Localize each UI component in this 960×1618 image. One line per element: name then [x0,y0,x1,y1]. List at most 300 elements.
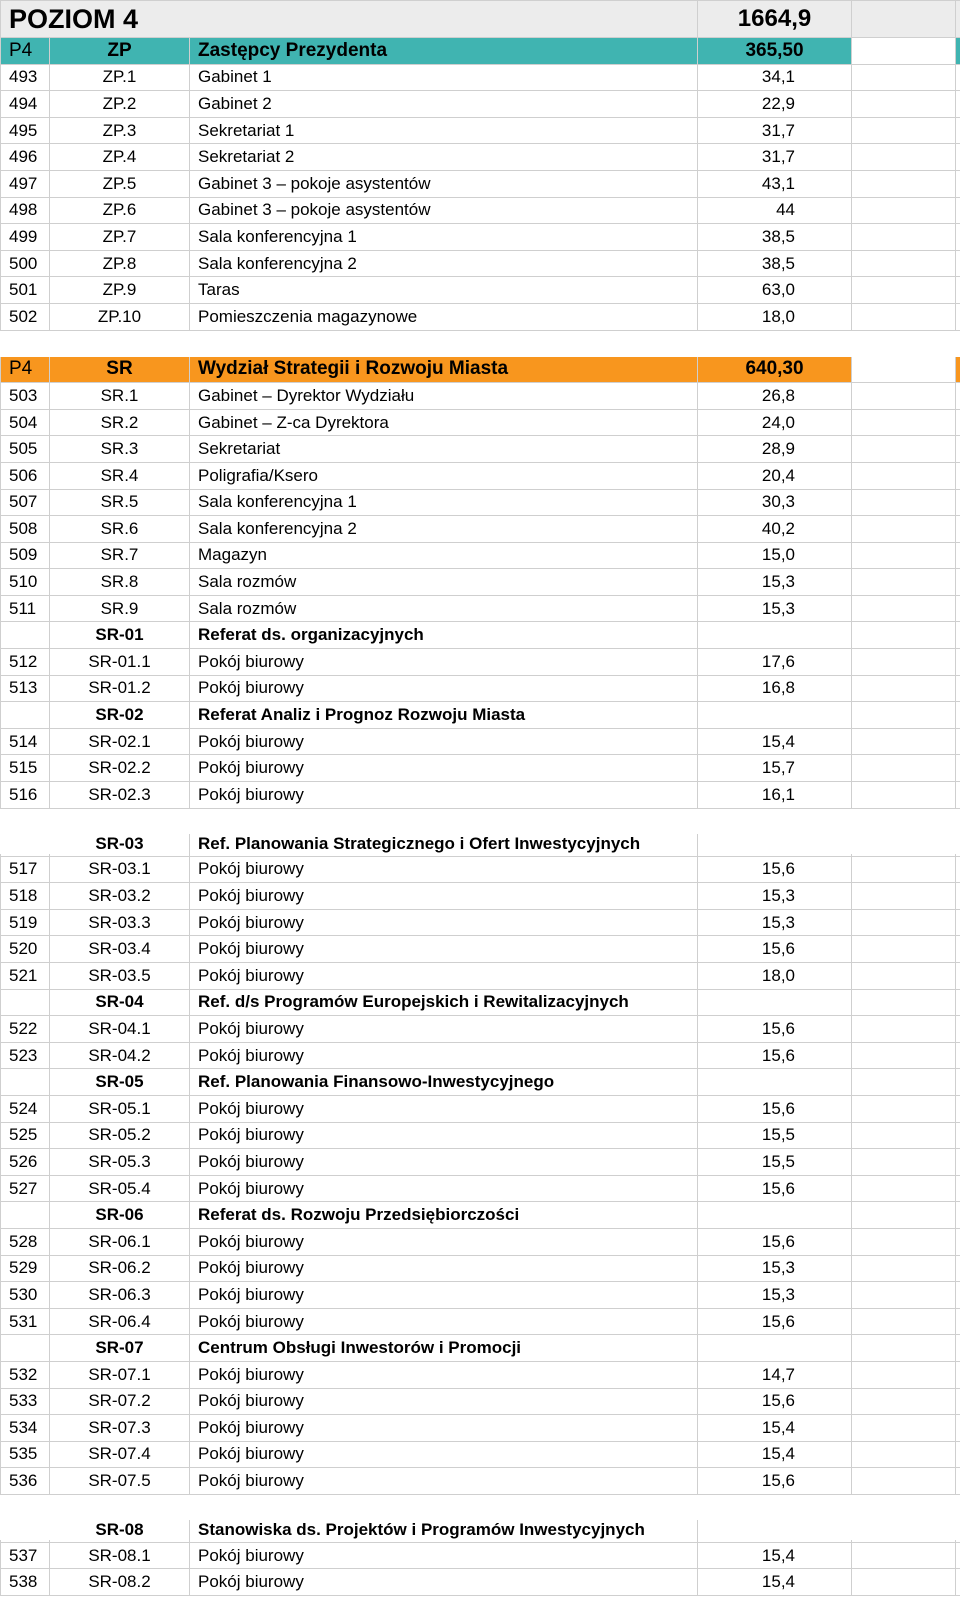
room-code: SR-06.4 [50,1309,190,1335]
section-level: P4 [0,357,50,383]
room-number [0,1335,50,1361]
table-row [0,1176,960,1203]
room-area: 31,7 [698,118,852,144]
room-area: 15,5 [698,1149,852,1175]
room-area [698,854,852,856]
section-level: P4 [0,38,50,64]
room-number: 500 [0,251,50,277]
empty-cell [852,516,956,542]
room-area [698,1202,852,1228]
room-area: 15,6 [698,1176,852,1202]
room-number: 504 [0,410,50,436]
room-number: 509 [0,543,50,569]
room-code: SR.8 [50,569,190,595]
table-row [0,1149,960,1176]
empty-cell [852,1096,956,1122]
empty-cell [852,622,956,648]
room-area: 15,5 [698,1123,852,1149]
room-number: 514 [0,729,50,755]
room-code: SR.3 [50,436,190,462]
table-row [0,649,960,676]
room-name: Stanowiska ds. Projektów i Programów Inwestycyjnych [190,1520,698,1542]
room-code: SR.2 [50,410,190,436]
room-name: Taras [190,277,698,303]
empty-cell [852,1335,956,1361]
room-number: 493 [0,65,50,91]
sections-container [0,38,960,1596]
empty-cell [852,883,956,909]
room-name: Sala rozmów [190,569,698,595]
empty-cell [852,1069,956,1095]
room-code: ZP.5 [50,171,190,197]
room-name: Pokój biurowy [190,1362,698,1388]
table-row [0,118,960,145]
empty-cell [852,1442,956,1468]
room-name: Ref. Planowania Strategicznego i Ofert Inwestycyjnych [190,834,698,856]
room-area: 63,0 [698,277,852,303]
room-number: 519 [0,910,50,936]
subsection-row [0,990,960,1017]
room-code: SR-08.1 [50,1543,190,1569]
room-area: 15,7 [698,755,852,781]
empty-cell [852,1149,956,1175]
empty-cell [852,854,956,856]
empty-cell [852,277,956,303]
room-code: SR-01.2 [50,676,190,702]
table-row [0,1415,960,1442]
room-area: 15,3 [698,1256,852,1282]
table-row [0,782,960,809]
room-area: 44 [698,198,852,224]
subsection-row [0,622,960,649]
room-code: SR.6 [50,516,190,542]
table-row [0,729,960,756]
empty-cell [852,1229,956,1255]
room-name: Pokój biurowy [190,1149,698,1175]
room-area: 30,3 [698,490,852,516]
room-name: Ref. Planowania Finansowo-Inwestycyjnego [190,1069,698,1095]
room-code: SR-01.1 [50,649,190,675]
room-name: Pokój biurowy [190,1543,698,1569]
table-row [0,1229,960,1256]
room-code: SR-02.1 [50,729,190,755]
room-code: SR-05.2 [50,1123,190,1149]
subsection-row [0,1335,960,1362]
room-area: 38,5 [698,224,852,250]
room-name: Pokój biurowy [190,1256,698,1282]
room-name: Gabinet 1 [190,65,698,91]
subsection-row [0,1069,960,1096]
room-name: Ref. d/s Programów Europejskich i Rewitalizacyjnych [190,990,698,1016]
room-name: Gabinet – Dyrektor Wydziału [190,383,698,409]
room-code: SR.5 [50,490,190,516]
room-number: 515 [0,755,50,781]
table-row [0,1096,960,1123]
empty-cell [852,596,956,622]
room-area: 15,6 [698,1309,852,1335]
empty-cell [852,251,956,277]
room-code: ZP.1 [50,65,190,91]
room-name: Pokój biurowy [190,910,698,936]
room-name: Pokój biurowy [190,755,698,781]
room-name: Sala konferencyjna 1 [190,490,698,516]
room-code: ZP.7 [50,224,190,250]
room-code: SR-07.3 [50,1415,190,1441]
room-code: SR-06.2 [50,1256,190,1282]
room-name: Pokój biurowy [190,1309,698,1335]
room-area: 38,5 [698,251,852,277]
room-code: SR-04.2 [50,1043,190,1069]
table-row [0,1468,960,1495]
room-name: Gabinet 3 – pokoje asystentów [190,171,698,197]
room-number: 511 [0,596,50,622]
room-code: SR.9 [50,596,190,622]
room-code: SR-03.5 [50,963,190,989]
table-row [0,224,960,251]
room-number [0,854,50,856]
empty-cell [852,38,956,64]
table-row [0,1389,960,1416]
empty-cell [852,963,956,989]
room-area: 15,6 [698,1016,852,1042]
room-number: 520 [0,936,50,962]
room-number: 505 [0,436,50,462]
table-row [0,1309,960,1336]
room-name: Pokój biurowy [190,1043,698,1069]
table-row [0,1043,960,1070]
room-code: SR-02.2 [50,755,190,781]
subsection-row [0,809,960,857]
empty-cell [852,91,956,117]
table-row [0,198,960,225]
empty-cell [852,1415,956,1441]
room-number: 531 [0,1309,50,1335]
room-area: 15,4 [698,1543,852,1569]
empty-cell [852,1282,956,1308]
room-code: SR-07.5 [50,1468,190,1494]
empty-cell [852,936,956,962]
room-area: 15,4 [698,1442,852,1468]
room-area: 16,8 [698,676,852,702]
empty-cell [852,1043,956,1069]
room-number: 501 [0,277,50,303]
room-name: Pokój biurowy [190,963,698,989]
room-name: Referat ds. Rozwoju Przedsiębiorczości [190,1202,698,1228]
room-area: 26,8 [698,383,852,409]
empty-cell [852,463,956,489]
room-code: SR.1 [50,383,190,409]
room-number: 512 [0,649,50,675]
table-row [0,910,960,937]
table-row [0,463,960,490]
room-code: SR-06 [50,1202,190,1228]
table-row [0,277,960,304]
room-number: 507 [0,490,50,516]
section-header [0,357,960,384]
room-area: 40,2 [698,516,852,542]
room-area: 22,9 [698,91,852,117]
room-number: 508 [0,516,50,542]
room-code: SR-07 [50,1335,190,1361]
room-code: SR-07.4 [50,1442,190,1468]
room-code: SR-05.4 [50,1176,190,1202]
room-number: 513 [0,676,50,702]
subsection-row [0,702,960,729]
table-row [0,596,960,623]
room-area: 15,6 [698,857,852,883]
room-area: 15,6 [698,1229,852,1255]
room-number [0,1202,50,1228]
room-code: SR-05 [50,1069,190,1095]
empty-cell [852,224,956,250]
room-number [0,990,50,1016]
room-number: 499 [0,224,50,250]
empty-cell [852,1540,956,1542]
room-number [0,1540,50,1542]
empty-cell [852,569,956,595]
room-area: 15,0 [698,543,852,569]
empty-cell [852,357,956,383]
table-row [0,516,960,543]
room-code: SR-08 [50,1520,190,1542]
room-name: Sekretariat [190,436,698,462]
page-title: POZIOM 4 [0,1,698,37]
room-number: 510 [0,569,50,595]
room-area: 20,4 [698,463,852,489]
room-code: ZP.3 [50,118,190,144]
section-name: Zastępcy Prezydenta [190,38,698,64]
room-name: Pokój biurowy [190,649,698,675]
table-row [0,436,960,463]
room-number: 535 [0,1442,50,1468]
room-name: Poligrafia/Ksero [190,463,698,489]
room-name: Pokój biurowy [190,1176,698,1202]
room-area: 15,3 [698,596,852,622]
section-name: Wydział Strategii i Rozwoju Miasta [190,357,698,383]
empty-cell [852,676,956,702]
room-name: Pomieszczenia magazynowe [190,304,698,330]
room-name: Pokój biurowy [190,1282,698,1308]
room-area: 15,3 [698,569,852,595]
subsection-row [0,1495,960,1543]
room-name: Pokój biurowy [190,1468,698,1494]
section-spacer [0,331,960,357]
room-area: 24,0 [698,410,852,436]
empty-cell [852,543,956,569]
room-area: 15,4 [698,1415,852,1441]
table-row [0,383,960,410]
room-name: Pokój biurowy [190,676,698,702]
empty-cell [852,857,956,883]
room-code: ZP.4 [50,144,190,170]
table-row [0,65,960,92]
room-name: Sala konferencyjna 2 [190,516,698,542]
room-name: Gabinet – Z-ca Dyrektora [190,410,698,436]
room-code: SR-05.3 [50,1149,190,1175]
room-number: 522 [0,1016,50,1042]
room-code: ZP.6 [50,198,190,224]
room-name: Gabinet 2 [190,91,698,117]
empty-cell [852,1176,956,1202]
room-area [698,1540,852,1542]
room-number: 530 [0,1282,50,1308]
room-number: 529 [0,1256,50,1282]
room-area: 18,0 [698,963,852,989]
room-name: Sekretariat 1 [190,118,698,144]
empty-cell [852,1,956,37]
table-row [0,1362,960,1389]
room-code: SR-02 [50,702,190,728]
room-area: 17,6 [698,649,852,675]
room-area: 16,1 [698,782,852,808]
room-area [698,990,852,1016]
room-number: 537 [0,1543,50,1569]
table-row [0,251,960,278]
empty-cell [852,729,956,755]
room-area: 15,3 [698,910,852,936]
room-name: Magazyn [190,543,698,569]
empty-cell [852,1309,956,1335]
room-area: 34,1 [698,65,852,91]
room-area [698,1069,852,1095]
room-number [0,1069,50,1095]
empty-cell [852,304,956,330]
empty-cell [852,910,956,936]
room-area: 14,7 [698,1362,852,1388]
empty-cell [852,1389,956,1415]
room-area: 15,3 [698,1282,852,1308]
room-area: 15,6 [698,1043,852,1069]
room-area: 43,1 [698,171,852,197]
room-name: Sala konferencyjna 1 [190,224,698,250]
room-code: ZP.8 [50,251,190,277]
table-row [0,1256,960,1283]
room-number [0,622,50,648]
room-name: Pokój biurowy [190,1096,698,1122]
room-number: 532 [0,1362,50,1388]
room-area [698,622,852,648]
room-name: Pokój biurowy [190,729,698,755]
subsection-row [0,1202,960,1229]
empty-cell [852,1468,956,1494]
empty-cell [852,410,956,436]
room-code: SR-03.2 [50,883,190,909]
room-name: Pokój biurowy [190,857,698,883]
table-row [0,1016,960,1043]
room-code: ZP.9 [50,277,190,303]
section-code: ZP [50,38,190,64]
section-area: 365,50 [698,38,852,64]
table-row [0,963,960,990]
room-code: ZP.10 [50,304,190,330]
empty-cell [852,198,956,224]
room-name: Pokój biurowy [190,883,698,909]
section-area: 640,30 [698,357,852,383]
title-row [0,0,960,38]
table-row [0,171,960,198]
room-area: 15,3 [698,883,852,909]
table-row [0,410,960,437]
room-name: Pokój biurowy [190,1229,698,1255]
room-name: Pokój biurowy [190,1123,698,1149]
empty-cell [852,1362,956,1388]
room-number: 497 [0,171,50,197]
room-name: Sala rozmów [190,596,698,622]
room-name: Pokój biurowy [190,1442,698,1468]
table-row [0,1282,960,1309]
empty-cell [852,1569,956,1595]
room-number: 521 [0,963,50,989]
room-number: 502 [0,304,50,330]
room-name: Gabinet 3 – pokoje asystentów [190,198,698,224]
room-code: SR-03.1 [50,857,190,883]
room-number: 516 [0,782,50,808]
room-code: SR.7 [50,543,190,569]
room-name: Pokój biurowy [190,1569,698,1595]
room-name: Pokój biurowy [190,936,698,962]
room-number: 536 [0,1468,50,1494]
table-row [0,91,960,118]
table-row [0,144,960,171]
room-name: Sekretariat 2 [190,144,698,170]
table-row [0,1543,960,1570]
room-name: Pokój biurowy [190,782,698,808]
room-number: 506 [0,463,50,489]
room-name: Pokój biurowy [190,1016,698,1042]
room-area [698,1335,852,1361]
room-name: Referat ds. organizacyjnych [190,622,698,648]
room-area: 28,9 [698,436,852,462]
empty-cell [852,490,956,516]
room-code: SR-05.1 [50,1096,190,1122]
room-area: 15,4 [698,729,852,755]
table-row [0,936,960,963]
room-name: Sala konferencyjna 2 [190,251,698,277]
table-row [0,1442,960,1469]
table-row [0,857,960,884]
empty-cell [852,144,956,170]
room-code: SR-03.4 [50,936,190,962]
room-number: 523 [0,1043,50,1069]
room-number: 526 [0,1149,50,1175]
table-row [0,1123,960,1150]
room-code: SR-08.2 [50,1569,190,1595]
empty-cell [852,65,956,91]
room-area: 31,7 [698,144,852,170]
room-number: 534 [0,1415,50,1441]
table-row [0,676,960,703]
room-code: SR-07.1 [50,1362,190,1388]
table-row [0,304,960,331]
empty-cell [852,171,956,197]
table-row [0,543,960,570]
room-area: 15,6 [698,1468,852,1494]
empty-cell [852,1016,956,1042]
room-area: 18,0 [698,304,852,330]
room-number: 533 [0,1389,50,1415]
table-row [0,569,960,596]
empty-cell [852,1543,956,1569]
room-code: SR-07.2 [50,1389,190,1415]
empty-cell [852,649,956,675]
empty-cell [852,1202,956,1228]
room-number: 498 [0,198,50,224]
room-code: SR-06.3 [50,1282,190,1308]
room-code: SR-03 [50,834,190,856]
table-row [0,755,960,782]
room-number: 525 [0,1123,50,1149]
empty-cell [852,118,956,144]
